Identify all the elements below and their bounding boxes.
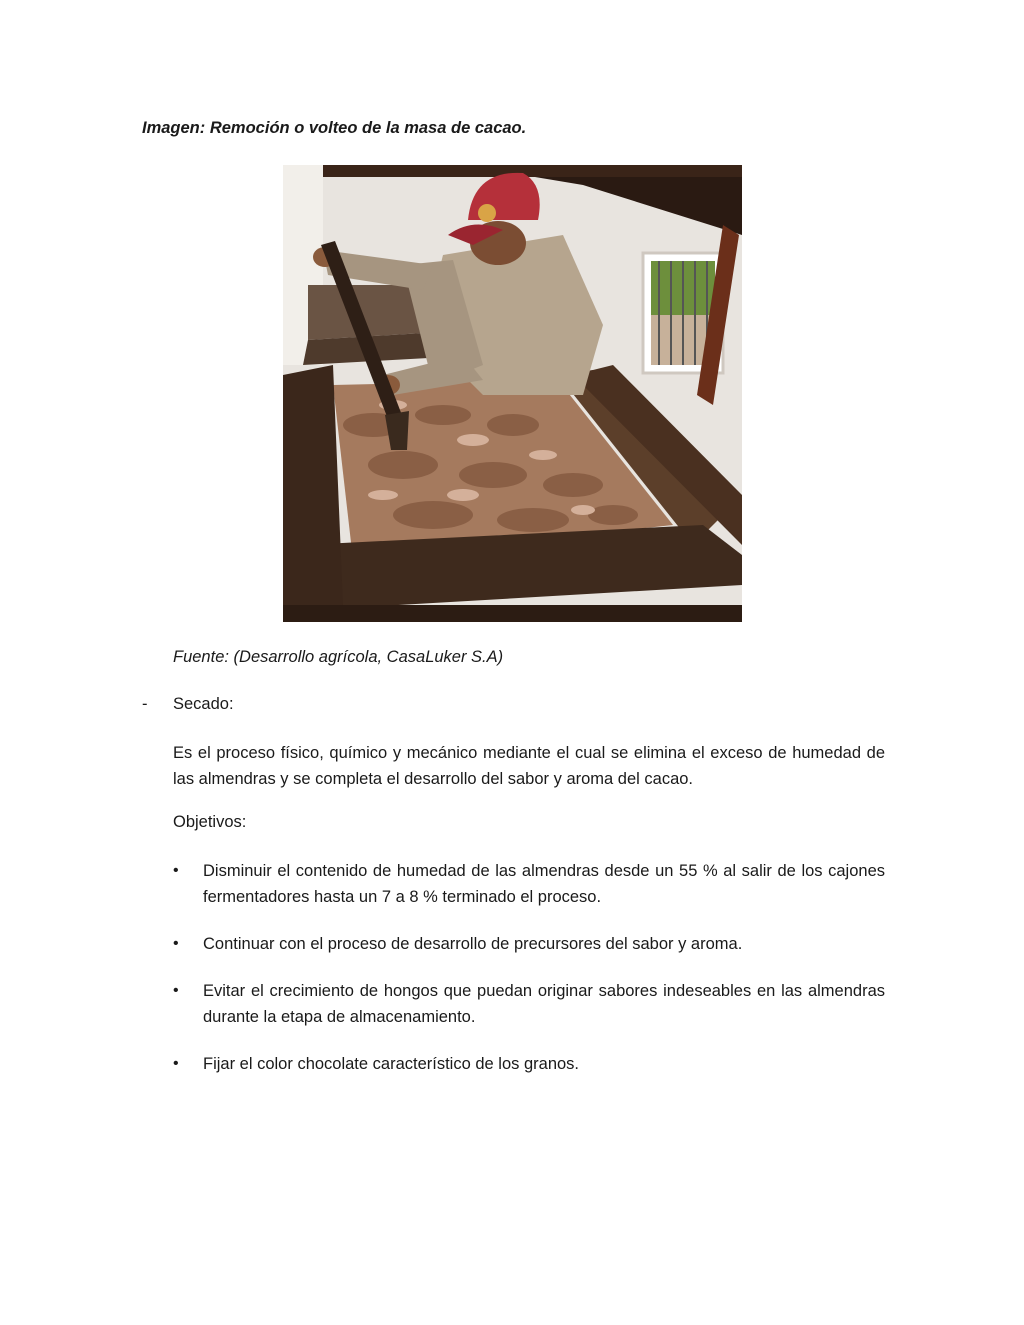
section-paragraph: Es el proceso físico, químico y mecánico mediante el cual se elimina el exceso de humedad de las almendras y se completa el desarrollo del sabor y aroma del cacao.	[173, 744, 885, 788]
objective-text: Evitar el crecimiento de hongos que puedan originar sabores indeseables en las almendras durante la etapa de almacenamiento.	[203, 982, 885, 1026]
figure-source: Fuente: (Desarrollo agrícola, CasaLuker S.A)	[173, 648, 504, 666]
objectives-list	[173, 858, 885, 1098]
objectives-label: Objetivos:	[173, 813, 247, 831]
objective-item	[173, 978, 885, 1030]
bullet-icon: •	[173, 1055, 179, 1072]
objective-item	[173, 858, 885, 910]
objective-text: Continuar con el proceso de desarrollo de precursores del sabor y aroma.	[203, 935, 743, 953]
list-dash: -	[142, 695, 148, 713]
bullet-icon: •	[173, 862, 179, 879]
objective-item	[173, 1051, 885, 1077]
objective-text: Disminuir el contenido de humedad de las almendras desde un 55 % al salir de los cajones fermentadores hasta un 7 a 8 % terminado el proceso.	[203, 862, 885, 906]
cacao-turning-photo	[283, 165, 742, 622]
objective-text: Fijar el color chocolate característico de los granos.	[203, 1055, 580, 1073]
bullet-icon: •	[173, 935, 179, 952]
figure-caption: Imagen: Remoción o volteo de la masa de cacao.	[142, 119, 527, 137]
section-heading: Secado:	[173, 695, 234, 713]
bullet-icon: •	[173, 982, 179, 999]
objective-item	[173, 931, 885, 957]
